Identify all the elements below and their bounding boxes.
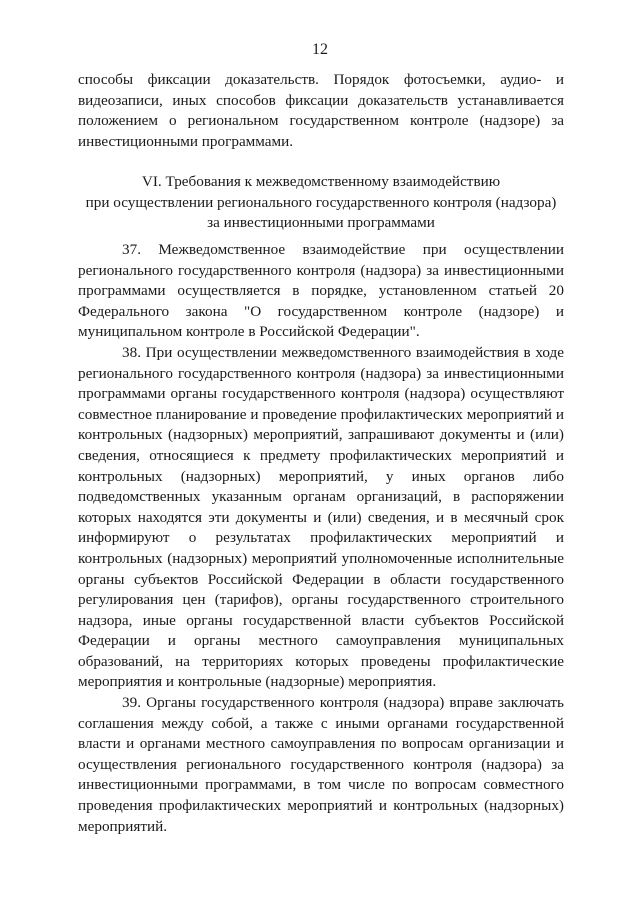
section-heading-line: при осуществлении регионального государственного контроля (надзора) bbox=[85, 193, 557, 211]
section-body bbox=[78, 240, 564, 837]
section-heading-line: за инвестиционными программами bbox=[207, 214, 435, 232]
page-number: 12 bbox=[312, 41, 328, 58]
section-heading bbox=[78, 172, 564, 234]
section-heading-line: VI. Требования к межведомственному взаимодействию bbox=[141, 173, 501, 190]
paragraph-37: 37. Межведомственное взаимодействие при осуществлении регионального государственного контроля (надзора) за инвестиционными программами осуществляется в порядке, установленном статьей 20 Федерального закона "О государственном контроле (надзоре) и муниципальном контроле в Российской Федерации". bbox=[78, 241, 564, 341]
paragraph-39: 39. Органы государственного контроля (надзора) вправе заключать соглашения между собой, а также с иными органами государственной власти и органами местного самоуправления по вопросам организации и осуществления регионального государственного контроля (надзора) за инвестиционными программами, в том числе по вопросам совместного проведения профилактических мероприятий и контрольных (надзорных) мероприятий. bbox=[78, 694, 564, 835]
paragraph-38: 38. При осуществлении межведомственного взаимодействия в ходе регионального государственного контроля (надзора) за инвестиционными программами органы государственного контроля (надзора) осуществляют совместное планирование и проведение профилактических мероприятий и контрольных (надзорных) мероприятий, запрашивают документы и (или) сведения, относящиеся к предмету профилактических мероприятий и контрольных (надзорных) мероприятий, у иных органов либо подведомственных указанным органам организаций, в распоряжении которых находятся эти документы и (или) сведения, и в месячный срок информируют о результатах профилактических мероприятий и контрольных (надзорных) мероприятий уполномоченные исполнительные органы субъектов Российской Федерации в области государственного регулирования цен (тарифов), органы государственного строительного надзора, иные органы государственной власти субъектов Российской Федерации и органы местного самоуправления муниципальных образований, на территориях которых проведены профилактические мероприятия и контрольные (надзорные) мероприятия. bbox=[78, 343, 564, 691]
intro-paragraph: способы фиксации доказательств. Порядок фотосъемки, аудио- и видеозаписи, иных способов фиксации доказательств устанавливается положением о региональном государственном контроле (надзоре) за инвестиционными программами. bbox=[78, 71, 564, 150]
